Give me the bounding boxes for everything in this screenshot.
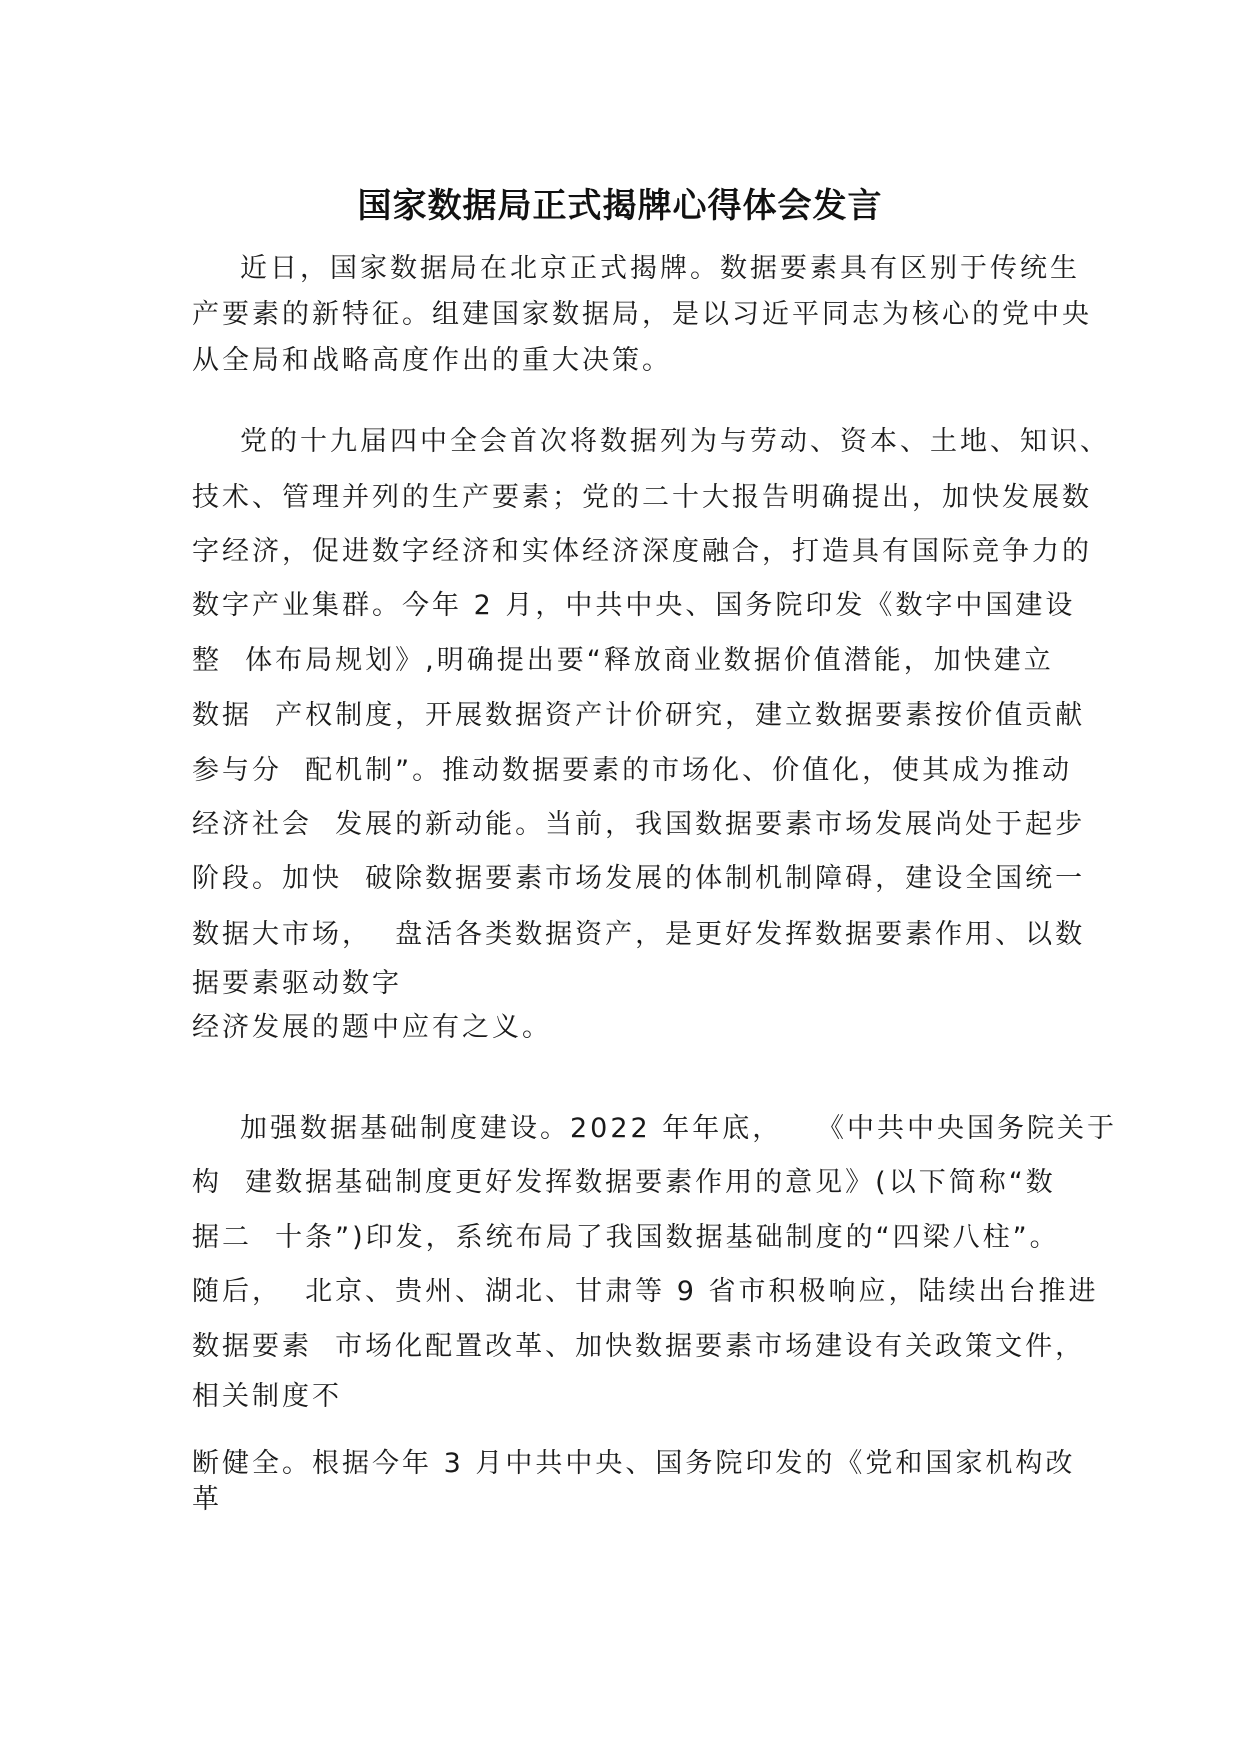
paragraph-2-line-8: 经济社会 发展的新动能。当前，我国数据要素市场发展尚处于起步 [192,809,1086,840]
paragraph-2-line-10: 数据大市场， 盘活各类数据资产，是更好发挥数据要素作用、以数 [192,919,1086,950]
paragraph-3-line-4: 随后， 北京、贵州、湖北、甘肃等 9 省市积极响应，陆续出台推进 [192,1276,1099,1307]
paragraph-2-line-4: 数字产业集群。今年 2 月，中共中央、国务院印发《数字中国建设 [192,590,1076,621]
paragraph-3-line-7: 断健全。根据今年 3 月中共中央、国务院印发的《党和国家机构改 [192,1448,1076,1479]
paragraph-1-line-2: 产要素的新特征。组建国家数据局，是以习近平同志为核心的党中央 [192,299,1092,330]
paragraph-3-line-3: 据二 十条”)印发，系统布局了我国数据基础制度的“四梁八柱”。 [192,1222,1060,1253]
paragraph-2-line-7: 参与分 配机制”。推动数据要素的市场化、价值化，使其成为推动 [192,755,1073,786]
document-title: 国家数据局正式揭牌心得体会发言 [357,186,883,226]
paragraph-2-line-1: 党的十九届四中全会首次将数据列为与劳动、资本、土地、知识、 [240,426,1110,457]
paragraph-2-line-9: 阶段。加快 破除数据要素市场发展的体制机制障碍，建设全国统一 [192,863,1086,894]
paragraph-3-line-2: 构 建数据基础制度更好发挥数据要素作用的意见》(以下简称“数 [192,1167,1056,1198]
paragraph-1-line-1: 近日，国家数据局在北京正式揭牌。数据要素具有区别于传统生 [240,253,1080,284]
paragraph-1-line-3: 从全局和战略高度作出的重大决策。 [192,345,672,376]
paragraph-3-line-1: 加强数据基础制度建设。2022 年年底， 《中共中央国务院关于 [240,1113,1118,1144]
paragraph-3-line-8: 革 [192,1484,222,1515]
paragraph-2-line-6: 数据 产权制度，开展数据资产计价研究，建立数据要素按价值贡献 [192,700,1086,731]
paragraph-3-line-6: 相关制度不 [192,1381,342,1412]
paragraph-2-line-2: 技术、管理并列的生产要素；党的二十大报告明确提出，加快发展数 [192,482,1092,513]
paragraph-2-line-5: 整 体布局规划》,明确提出要“释放商业数据价值潜能，加快建立 [192,645,1054,676]
paragraph-2-line-3: 字经济，促进数字经济和实体经济深度融合，打造具有国际竞争力的 [192,536,1092,567]
paragraph-2-line-12: 经济发展的题中应有之义。 [192,1012,552,1043]
paragraph-2-line-11: 据要素驱动数字 [192,968,402,999]
paragraph-3-line-5: 数据要素 市场化配置改革、加快数据要素市场建设有关政策文件， [192,1331,1086,1362]
